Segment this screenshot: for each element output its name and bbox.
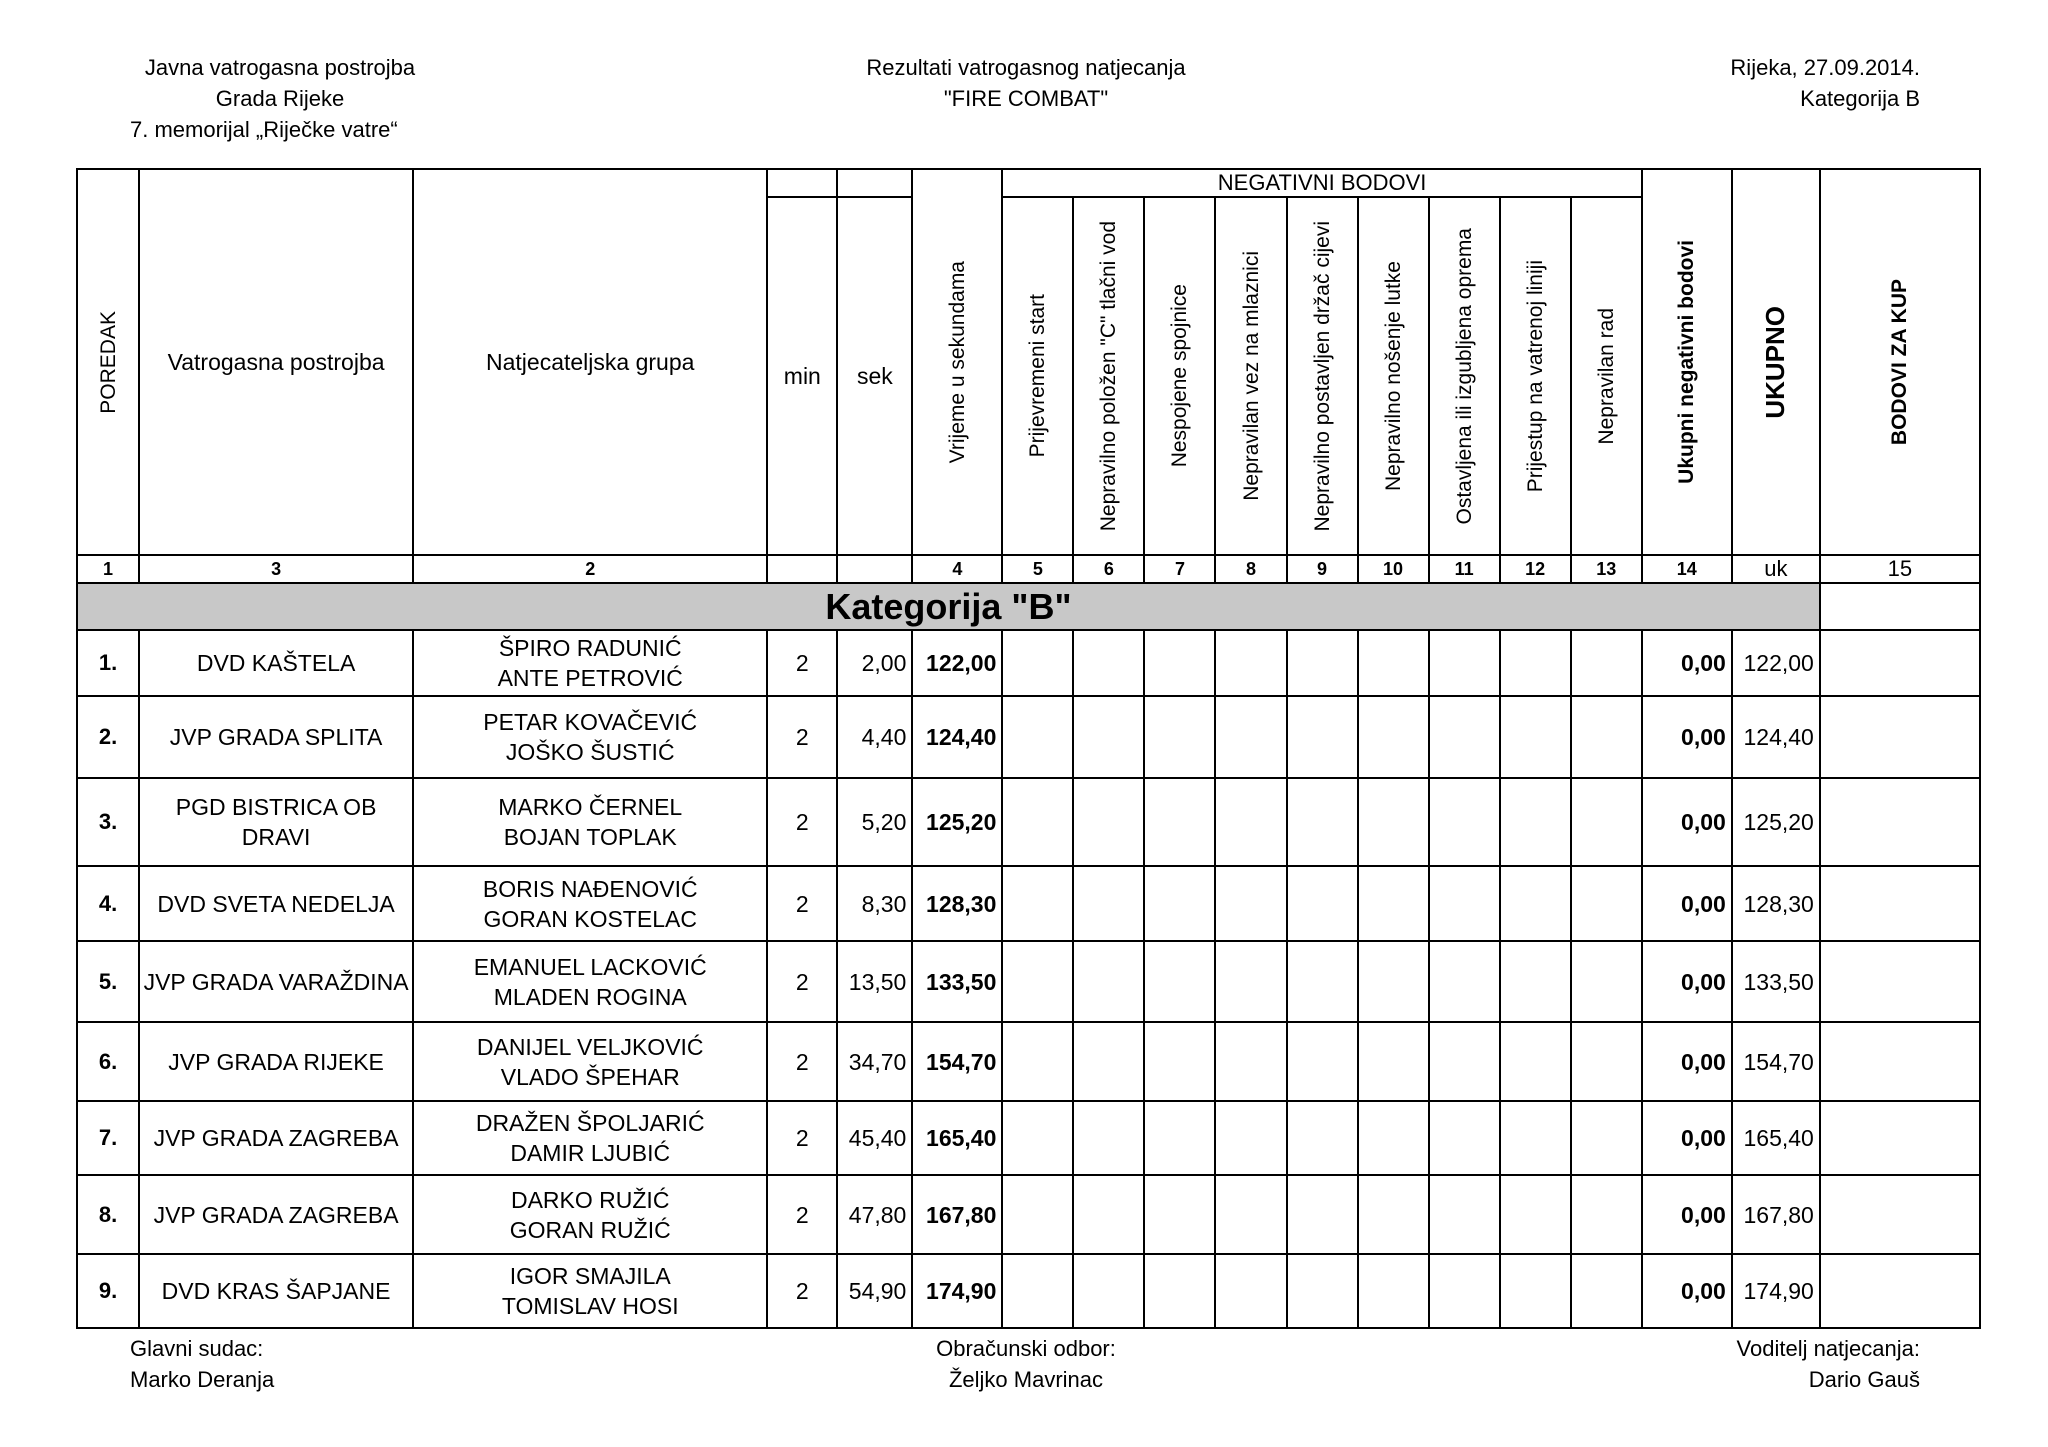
min-cell: 2 <box>767 1101 837 1175</box>
neg-points-cell <box>1500 1022 1571 1101</box>
time-cell: 122,00 <box>912 630 1002 696</box>
col-header-bodovi-kup-label: BODOVI ZA KUP <box>1888 278 1912 446</box>
col-number: 6 <box>1073 555 1144 583</box>
table-row <box>77 630 1980 696</box>
table-row <box>77 866 1980 941</box>
neg-points-cell <box>1073 941 1144 1022</box>
neg-points-cell <box>1500 778 1571 866</box>
header-title-line-1: Rezultati vatrogasnog natjecanja <box>866 55 1186 80</box>
neg-points-cell <box>1215 778 1286 866</box>
col-number <box>837 555 912 583</box>
neg-total-cell: 0,00 <box>1642 941 1732 1022</box>
group-member: DARKO RUŽIĆ <box>510 1186 670 1213</box>
group-member: TOMISLAV HOSI <box>501 1293 679 1319</box>
sek-cell: 5,20 <box>837 778 912 866</box>
neg-points-cell <box>1287 866 1358 941</box>
min-cell: 2 <box>767 778 837 866</box>
neg-points-cell <box>1571 630 1642 696</box>
neg-points-cell <box>1073 1175 1144 1254</box>
header-category: Kategorija B <box>1800 86 1920 111</box>
neg-points-cell <box>1002 1101 1073 1175</box>
neg-total-cell: 0,00 <box>1642 1175 1732 1254</box>
neg-points-cell <box>1500 1254 1571 1328</box>
neg-points-cell <box>1429 1101 1500 1175</box>
group-member: DANIJEL VELJKOVIĆ <box>476 1033 704 1060</box>
neg-points-cell <box>1429 696 1500 778</box>
neg-total-cell: 0,00 <box>1642 778 1732 866</box>
col-number: 4 <box>912 555 1002 583</box>
group-member: JOŠKO ŠUSTIĆ <box>505 739 675 765</box>
neg-points-cell <box>1144 866 1215 941</box>
neg-points-cell <box>1002 1022 1073 1101</box>
neg-points-cell <box>1287 941 1358 1022</box>
header-title <box>776 52 1276 114</box>
neg-points-cell <box>1073 1101 1144 1175</box>
sek-cell: 2,00 <box>837 630 912 696</box>
rank-cell: 7. <box>77 1101 139 1175</box>
col-number: uk <box>1732 555 1820 583</box>
neg-points-cell <box>1571 1101 1642 1175</box>
col-header-grupa: Natjecateljska grupa <box>413 169 767 555</box>
cup-points-cell <box>1820 778 1980 866</box>
neg-points-cell <box>1287 1254 1358 1328</box>
col-number <box>767 555 837 583</box>
col-header-vrijeme <box>912 169 1002 555</box>
rank-cell: 1. <box>77 630 139 696</box>
neg-points-cell <box>1215 630 1286 696</box>
neg-points-cell <box>1358 778 1429 866</box>
category-empty-cell <box>1820 583 1980 630</box>
sek-cell: 47,80 <box>837 1175 912 1254</box>
neg-points-cell <box>1215 1022 1286 1101</box>
group-member: GORAN RUŽIĆ <box>509 1216 671 1243</box>
time-cell: 133,50 <box>912 941 1002 1022</box>
min-cell: 2 <box>767 866 837 941</box>
neg-points-cell <box>1571 866 1642 941</box>
col-header-neg-6-label: Nepravilno nošenje lutke <box>1381 261 1405 492</box>
unit-cell: DVD KAŠTELA <box>139 630 413 696</box>
table-row <box>77 1254 1980 1328</box>
col-header-neg-1-label: Prijevremeni start <box>1026 294 1050 458</box>
neg-points-cell <box>1215 1254 1286 1328</box>
group-member: ANTE PETROVIĆ <box>497 665 683 691</box>
col-header-poredak-label: POREDAK <box>96 310 120 414</box>
col-header-vrijeme-label: Vrijeme u sekundama <box>945 260 969 464</box>
total-cell: 125,20 <box>1732 778 1820 866</box>
header-organization <box>130 52 430 145</box>
col-header-neg-8-label: Prijestup na vatrenoj liniji <box>1523 259 1547 493</box>
neg-total-cell: 0,00 <box>1642 1101 1732 1175</box>
neg-points-cell <box>1144 696 1215 778</box>
group-member: VLADO ŠPEHAR <box>500 1063 680 1090</box>
unit-cell: JVP GRADA VARAŽDINA <box>139 941 413 1022</box>
header-title-line-2: "FIRE COMBAT" <box>943 86 1109 111</box>
col-number: 11 <box>1429 555 1500 583</box>
col-header-poredak <box>77 169 139 555</box>
col-header-sek-top <box>837 169 912 197</box>
col-header-ukupno-label: UKUPNO <box>1760 305 1791 419</box>
group-member: MLADEN ROGINA <box>493 983 687 1010</box>
min-cell: 2 <box>767 941 837 1022</box>
total-cell: 167,80 <box>1732 1175 1820 1254</box>
category-row <box>77 583 1980 630</box>
neg-points-cell <box>1002 1254 1073 1328</box>
neg-points-cell <box>1358 866 1429 941</box>
time-cell: 154,70 <box>912 1022 1002 1101</box>
header-row-top <box>77 169 1980 197</box>
neg-points-cell <box>1500 1175 1571 1254</box>
total-cell: 133,50 <box>1732 941 1820 1022</box>
group-member: BOJAN TOPLAK <box>503 824 677 850</box>
group-cell <box>413 1175 767 1254</box>
col-header-sek: sek <box>837 197 912 555</box>
footer-competition-leader <box>1580 1333 1920 1395</box>
table-row <box>77 1022 1980 1101</box>
neg-total-cell: 0,00 <box>1642 630 1732 696</box>
col-number: 9 <box>1287 555 1358 583</box>
neg-points-cell <box>1287 1022 1358 1101</box>
unit-cell: JVP GRADA RIJEKE <box>139 1022 413 1101</box>
footer-accounting-name: Željko Mavrinac <box>948 1367 1104 1392</box>
group-cell <box>413 696 767 778</box>
neg-points-cell <box>1215 866 1286 941</box>
group-member: DAMIR LJUBIĆ <box>510 1140 671 1166</box>
col-header-postrojba: Vatrogasna postrojba <box>139 169 413 555</box>
neg-points-cell <box>1002 1175 1073 1254</box>
neg-points-cell <box>1073 696 1144 778</box>
group-cell <box>413 778 767 866</box>
neg-points-cell <box>1215 1101 1286 1175</box>
neg-points-cell <box>1358 1022 1429 1101</box>
sek-cell: 45,40 <box>837 1101 912 1175</box>
rank-cell: 3. <box>77 778 139 866</box>
header-org-line-3: 7. memorijal „Riječke vatre“ <box>130 117 398 142</box>
neg-points-cell <box>1358 1175 1429 1254</box>
group-cell <box>413 1254 767 1328</box>
col-number: 8 <box>1215 555 1286 583</box>
neg-points-cell <box>1358 1254 1429 1328</box>
cup-points-cell <box>1820 866 1980 941</box>
neg-points-cell <box>1002 630 1073 696</box>
sek-cell: 8,30 <box>837 866 912 941</box>
col-header-ukupno <box>1732 169 1820 555</box>
group-cell <box>413 1101 767 1175</box>
footer-accounting-title: Obračunski odbor: <box>936 1336 1116 1361</box>
neg-points-cell <box>1287 630 1358 696</box>
rank-cell: 6. <box>77 1022 139 1101</box>
min-cell: 2 <box>767 1022 837 1101</box>
col-number: 13 <box>1571 555 1642 583</box>
total-cell: 122,00 <box>1732 630 1820 696</box>
neg-points-cell <box>1429 630 1500 696</box>
total-cell: 154,70 <box>1732 1022 1820 1101</box>
col-header-neg-4-label: Nepravilan vez na mlaznici <box>1239 251 1263 501</box>
footer-leader-title: Voditelj natjecanja: <box>1736 1336 1920 1361</box>
neg-points-cell <box>1073 866 1144 941</box>
neg-total-cell: 0,00 <box>1642 866 1732 941</box>
time-cell: 128,30 <box>912 866 1002 941</box>
cup-points-cell <box>1820 1101 1980 1175</box>
neg-points-cell <box>1287 1175 1358 1254</box>
col-number: 14 <box>1642 555 1732 583</box>
neg-points-cell <box>1144 1022 1215 1101</box>
neg-points-cell <box>1144 630 1215 696</box>
total-cell: 174,90 <box>1732 1254 1820 1328</box>
sek-cell: 13,50 <box>837 941 912 1022</box>
neg-points-cell <box>1429 1254 1500 1328</box>
unit-cell: JVP GRADA ZAGREBA <box>139 1175 413 1254</box>
col-number: 5 <box>1002 555 1073 583</box>
category-title: Kategorija "B" <box>77 583 1820 630</box>
col-header-neg-7-label: Ostavljena ili izgubljena oprema <box>1452 227 1476 525</box>
neg-points-cell <box>1358 696 1429 778</box>
neg-points-cell <box>1144 778 1215 866</box>
neg-total-cell: 0,00 <box>1642 696 1732 778</box>
table-row <box>77 778 1980 866</box>
neg-points-cell <box>1358 941 1429 1022</box>
group-cell <box>413 1022 767 1101</box>
column-number-row <box>77 555 1980 583</box>
footer-chief-judge-title: Glavni sudac: <box>130 1336 264 1361</box>
neg-points-cell <box>1073 630 1144 696</box>
col-header-neg-9 <box>1571 197 1642 555</box>
group-member: DRAŽEN ŠPOLJARIĆ <box>475 1110 705 1136</box>
results-body <box>77 630 1980 1328</box>
col-header-neg-7 <box>1429 197 1500 555</box>
col-header-neg-6 <box>1358 197 1429 555</box>
neg-total-cell: 0,00 <box>1642 1254 1732 1328</box>
time-cell: 174,90 <box>912 1254 1002 1328</box>
col-header-neg-9-label: Nepravilan rad <box>1594 307 1618 445</box>
unit-cell: PGD BISTRICA OB DRAVI <box>139 778 413 866</box>
neg-points-cell <box>1002 866 1073 941</box>
col-header-neg-1 <box>1002 197 1073 555</box>
group-cell <box>413 866 767 941</box>
neg-points-cell <box>1500 1101 1571 1175</box>
total-cell: 128,30 <box>1732 866 1820 941</box>
col-header-neg-3 <box>1144 197 1215 555</box>
neg-points-cell <box>1500 866 1571 941</box>
col-number: 15 <box>1820 555 1980 583</box>
neg-points-cell <box>1429 778 1500 866</box>
cup-points-cell <box>1820 1254 1980 1328</box>
neg-total-cell: 0,00 <box>1642 1022 1732 1101</box>
rank-cell: 2. <box>77 696 139 778</box>
group-member: MARKO ČERNEL <box>498 794 683 820</box>
neg-points-cell <box>1358 1101 1429 1175</box>
neg-points-cell <box>1571 941 1642 1022</box>
group-member: ŠPIRO RADUNIĆ <box>498 635 682 661</box>
cup-points-cell <box>1820 696 1980 778</box>
total-cell: 165,40 <box>1732 1101 1820 1175</box>
neg-points-cell <box>1500 630 1571 696</box>
min-cell: 2 <box>767 630 837 696</box>
unit-cell: DVD KRAS ŠAPJANE <box>139 1254 413 1328</box>
min-cell: 2 <box>767 1254 837 1328</box>
neg-points-cell <box>1144 941 1215 1022</box>
col-number: 3 <box>139 555 413 583</box>
col-header-neg-2-label: Nepravilno položen "C" tlačni vod <box>1097 220 1121 532</box>
neg-points-cell <box>1144 1101 1215 1175</box>
neg-points-cell <box>1002 696 1073 778</box>
neg-points-cell <box>1215 696 1286 778</box>
neg-points-cell <box>1073 1254 1144 1328</box>
col-number: 7 <box>1144 555 1215 583</box>
neg-points-cell <box>1144 1175 1215 1254</box>
time-cell: 124,40 <box>912 696 1002 778</box>
neg-points-cell <box>1571 696 1642 778</box>
col-header-neg-8 <box>1500 197 1571 555</box>
neg-points-cell <box>1073 778 1144 866</box>
header-date-category <box>1560 52 1920 114</box>
time-cell: 165,40 <box>912 1101 1002 1175</box>
cup-points-cell <box>1820 630 1980 696</box>
neg-points-cell <box>1287 1101 1358 1175</box>
footer-accounting-committee <box>826 1333 1226 1395</box>
footer-leader-name: Dario Gauš <box>1808 1367 1920 1392</box>
footer-chief-judge-name: Marko Deranja <box>130 1367 275 1392</box>
col-header-min-top <box>767 169 837 197</box>
col-number: 1 <box>77 555 139 583</box>
unit-cell: JVP GRADA ZAGREBA <box>139 1101 413 1175</box>
group-cell <box>413 630 767 696</box>
neg-points-cell <box>1429 1022 1500 1101</box>
group-cell <box>413 941 767 1022</box>
col-header-neg-5 <box>1287 197 1358 555</box>
neg-points-cell <box>1002 778 1073 866</box>
rank-cell: 9. <box>77 1254 139 1328</box>
col-header-negativni-bodovi: NEGATIVNI BODOVI <box>1002 169 1641 197</box>
neg-points-cell <box>1287 696 1358 778</box>
table-row <box>77 1101 1980 1175</box>
table-row <box>77 696 1980 778</box>
col-header-bodovi-kup <box>1820 169 1980 555</box>
unit-cell: JVP GRADA SPLITA <box>139 696 413 778</box>
neg-points-cell <box>1215 941 1286 1022</box>
col-header-ukupni-negativni-label: Ukupni negativni bodovi <box>1675 240 1699 484</box>
unit-cell: DVD SVETA NEDELJA <box>139 866 413 941</box>
neg-points-cell <box>1144 1254 1215 1328</box>
cup-points-cell <box>1820 1175 1980 1254</box>
neg-points-cell <box>1500 941 1571 1022</box>
neg-points-cell <box>1358 630 1429 696</box>
table-row <box>77 941 1980 1022</box>
time-cell: 167,80 <box>912 1175 1002 1254</box>
col-number: 12 <box>1500 555 1571 583</box>
group-member: BORIS NAĐENOVIĆ <box>482 875 698 902</box>
rank-cell: 4. <box>77 866 139 941</box>
cup-points-cell <box>1820 941 1980 1022</box>
neg-points-cell <box>1287 778 1358 866</box>
min-cell: 2 <box>767 1175 837 1254</box>
footer-chief-judge <box>130 1333 274 1395</box>
sek-cell: 4,40 <box>837 696 912 778</box>
time-cell: 125,20 <box>912 778 1002 866</box>
col-header-neg-2 <box>1073 197 1144 555</box>
table-row <box>77 1175 1980 1254</box>
neg-points-cell <box>1429 866 1500 941</box>
neg-points-cell <box>1002 941 1073 1022</box>
cup-points-cell <box>1820 1022 1980 1101</box>
rank-cell: 8. <box>77 1175 139 1254</box>
col-header-neg-4 <box>1215 197 1286 555</box>
neg-points-cell <box>1215 1175 1286 1254</box>
header-date: Rijeka, 27.09.2014. <box>1730 55 1920 80</box>
header-org-line-1: Javna vatrogasna postrojba <box>144 55 416 80</box>
group-member: PETAR KOVAČEVIĆ <box>483 709 698 735</box>
neg-points-cell <box>1429 941 1500 1022</box>
group-member: EMANUEL LACKOVIĆ <box>473 953 707 980</box>
neg-points-cell <box>1500 696 1571 778</box>
rank-cell: 5. <box>77 941 139 1022</box>
col-header-neg-5-label: Nepravilno postavljen držač cijevi <box>1310 220 1334 532</box>
col-number: 2 <box>413 555 767 583</box>
group-member: IGOR SMAJILA <box>509 1263 671 1289</box>
neg-points-cell <box>1571 778 1642 866</box>
results-table <box>76 168 1981 1329</box>
col-header-neg-3-label: Nespojene spojnice <box>1168 284 1192 468</box>
header-org-line-2: Grada Rijeke <box>215 86 345 111</box>
neg-points-cell <box>1073 1022 1144 1101</box>
sek-cell: 34,70 <box>837 1022 912 1101</box>
total-cell: 124,40 <box>1732 696 1820 778</box>
col-header-min: min <box>767 197 837 555</box>
group-member: GORAN KOSTELAC <box>483 905 697 932</box>
sek-cell: 54,90 <box>837 1254 912 1328</box>
col-number: 10 <box>1358 555 1429 583</box>
neg-points-cell <box>1429 1175 1500 1254</box>
neg-points-cell <box>1571 1254 1642 1328</box>
col-header-ukupni-negativni <box>1642 169 1732 555</box>
min-cell: 2 <box>767 696 837 778</box>
neg-points-cell <box>1571 1175 1642 1254</box>
neg-points-cell <box>1571 1022 1642 1101</box>
